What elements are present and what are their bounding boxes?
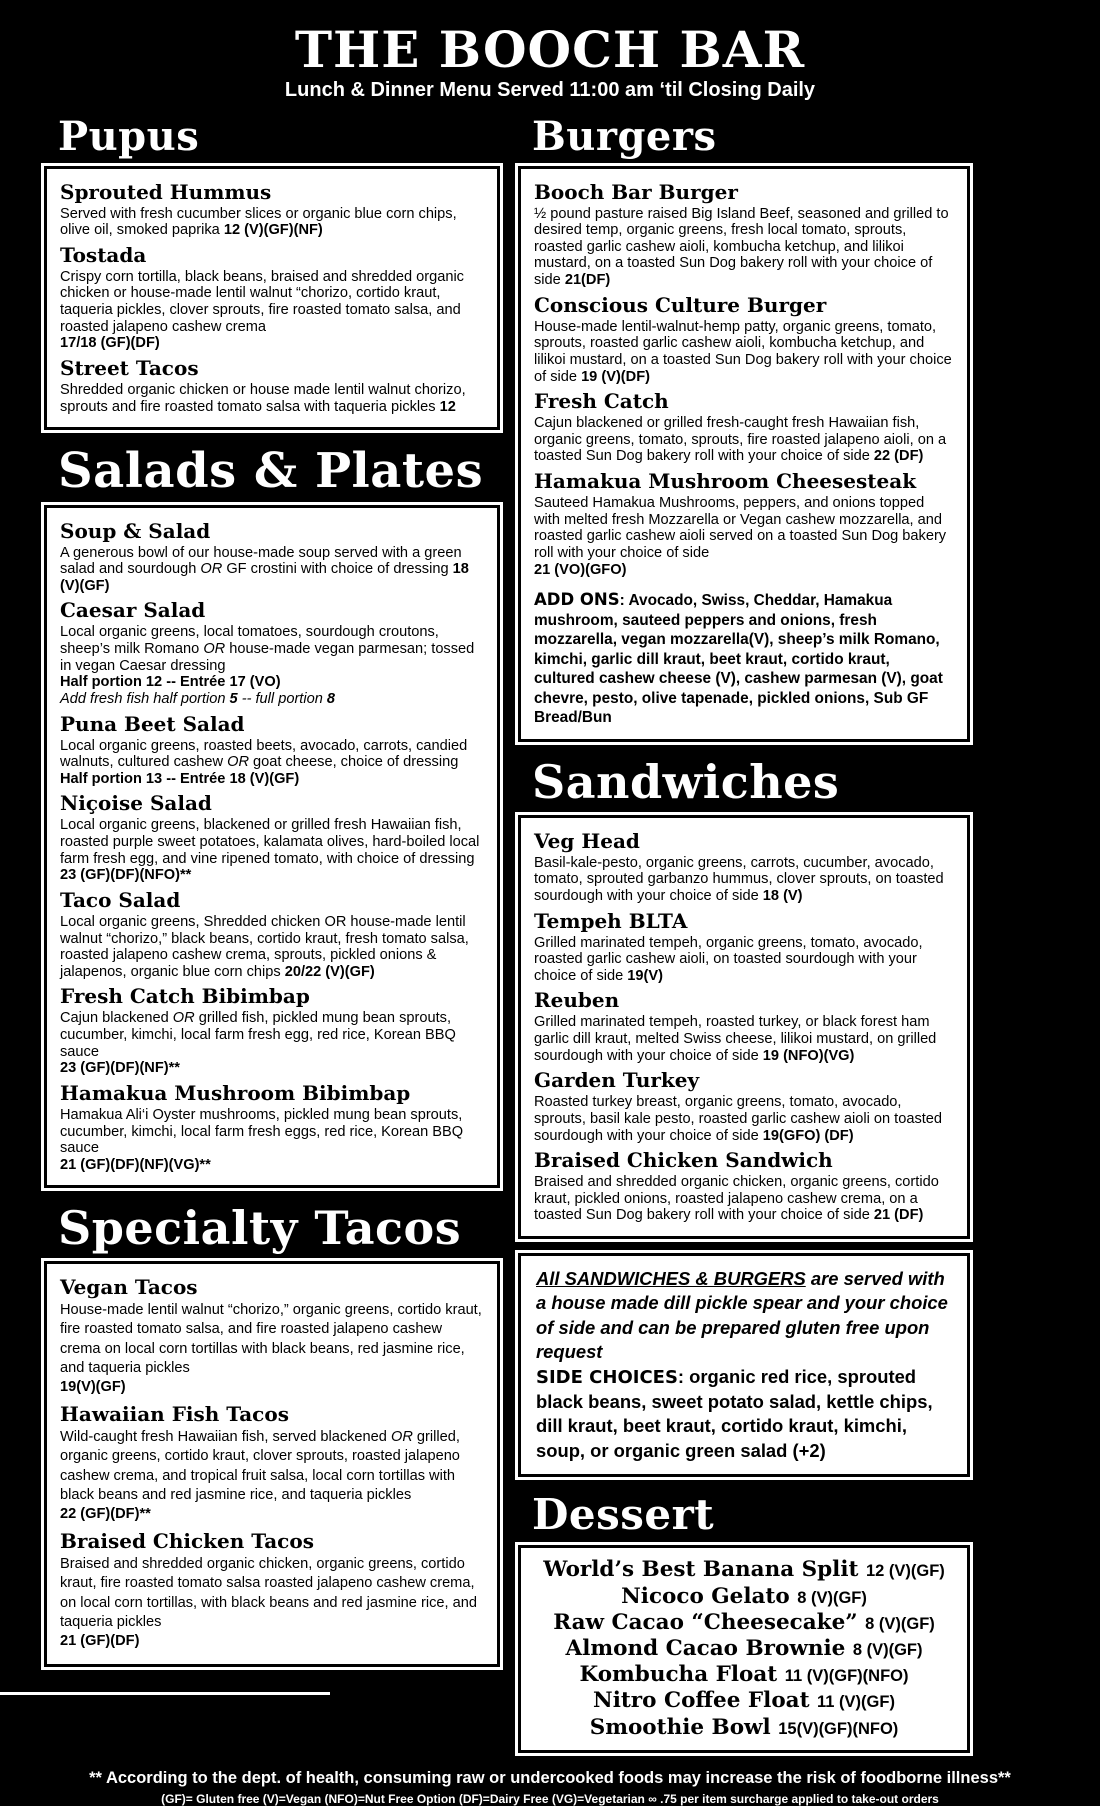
item-name: Street Tacos [60,355,199,380]
text-segment: Local organic greens, blackened or grilled fresh Hawaiian fish, roasted purple sweet potatoes, kalamata olives, hard-boiled local farm fresh egg, and vine ripened tomato, with choice of dressing [60,817,480,867]
menu-item [534,1069,954,1144]
specialty-tacos-box [44,1261,500,1667]
text-segment: Local organic greens, Shredded chicken OR house-made lentil walnut “chorizo,” black beans, cortido kraut, fresh tomato salsa, roasted jalapeno cashew crema, sprouts, pickled onions & jalapenos, organic blue corn chips [60,913,469,980]
menu-item [534,294,954,386]
item-name: Booch Bar Burger [534,179,738,204]
menu-columns [0,112,1100,1753]
item-name: Vegan Tacos [60,1274,198,1299]
text-segment: 22 (GF)(DF)** [60,1506,151,1523]
menu-item [60,520,484,595]
item-description [60,1428,484,1525]
text-segment: 21 (VO)(GFO) [534,561,627,578]
text-segment: Crispy corn tortilla, black beans, braised and shredded organic chicken or house-made lentil walnut “chorizo, cortido kraut, taqueria pickles, clover sprouts, fire roasted tomato salsa, and roasted jalapeno cashew crema [60,268,464,335]
sandwiches-burgers-note [536,1267,952,1365]
sandwiches-box [518,815,970,1239]
text-segment: Cajun blackened or grilled fresh-caught fresh Hawaiian fish, organic greens, tomato, sprouts, fire roasted jalapeno aioli, on a toasted Sun Dog bakery roll with your choice of side [534,415,947,465]
text-segment: Grilled marinated tempeh, roasted turkey, or black forest ham garlic dill kraut, melted Swiss cheese, lilikoi mustard, on grilled sourdough with your choice of side [534,1014,937,1064]
item-name: Sprouted Hummus [60,179,272,204]
text-segment: Cajun blackened [60,1010,173,1027]
text-segment: 18 (V)(GF) [60,561,469,594]
text-segment: 21(DF) [564,272,611,288]
left-column [44,112,500,1667]
text-segment: 19 (V)(DF) [581,368,650,385]
text-segment: 23 (GF)(DF)(NFO)** [60,867,192,884]
text-segment: Wild-caught fresh Hawaiian fish, served blackened [60,1428,391,1445]
text-segment: grilled fish, pickled mung bean sprouts, cucumber, kimchi, local farm fresh egg, red rice, Korean BBQ sauce [60,1010,456,1060]
menu-item [60,792,484,884]
item-name: Garden Turkey [534,1068,700,1093]
dessert-item [529,1662,959,1688]
item-description [534,1094,954,1144]
text-segment: ADD ONS [534,590,620,610]
item-description [60,206,484,239]
text-segment: House-made lentil-walnut-hemp patty, organic greens, tomato, sprouts, roasted garlic cashew aioli, kombucha ketchup, and lilikoi mustard, on a toasted Sun Dog bakery roll with your choice of side [534,318,952,385]
text-segment: 5 [229,690,238,707]
item-name: Tempeh BLTA [534,908,688,933]
menu-item [60,1276,484,1398]
item-description [534,319,954,386]
item-name: Hamakua Mushroom Cheesesteak [534,469,917,493]
text-segment: 21 (GF)(DF) [60,1633,140,1650]
item-description [534,1174,954,1224]
menu-item [534,910,954,985]
text-segment: Shredded organic chicken or house made lentil walnut chorizo, sprouts and fire roasted tomato salsa with taqueria pickles [60,381,466,415]
item-description [60,817,484,884]
menu-header [0,0,1100,102]
text-line [60,1301,484,1379]
menu-item [534,181,954,289]
page-subtitle: Lunch & Dinner Menu Served 11:00 am ‘til Closing Daily [284,78,816,101]
text-segment: -- full portion [237,690,327,707]
text-segment: 8 [326,690,336,707]
text-segment: 19 (NFO)(VG) [762,1047,855,1064]
text-segment: 12 (V)(GF)(NF) [223,222,323,239]
dessert-item-name: Raw Cacao “Cheesecake” [553,1609,866,1635]
section-heading-salads: Salads & Plates [58,443,484,500]
text-line [60,624,484,674]
dessert-item-name: Nicoco Gelato [621,1583,798,1609]
text-segment: Braised and shredded organic chicken, organic greens, cortido kraut, pickled onions, roasted jalapeno cashew crema, on a toasted Sun Dog bakery roll with your choice of side [534,1174,939,1224]
text-segment: All SANDWICHES & BURGERS [536,1268,806,1290]
text-line [60,1060,484,1077]
item-description [60,914,484,981]
menu-footer [0,1769,1100,1806]
menu-item [534,1149,954,1224]
section-heading-dessert: Dessert [532,1490,715,1540]
item-name: Niçoise Salad [60,791,212,816]
item-name: Fresh Catch Bibimbap [60,984,310,1009]
dietary-legend: (GF)= Gluten free (V)=Vegan (NFO)=Nut Free Option (DF)=Dairy Free (VG)=Vegetarian ∞ .75 per item surcharge applied to take-out orders [161,1791,939,1806]
text-segment: OR [203,641,226,658]
text-segment: 20/22 (V)(GF) [284,963,375,980]
side-choices-note [536,1365,952,1463]
item-name: Conscious Culture Burger [534,292,827,317]
text-line [534,562,954,579]
item-name: Caesar Salad [60,598,206,623]
section-heading-burgers: Burgers [532,112,717,160]
menu-item [60,181,484,239]
burgers-box [518,166,970,743]
text-line [60,1107,484,1157]
item-description [60,1555,484,1652]
item-description [60,1010,484,1077]
text-line [60,382,484,415]
menu-item [60,1530,484,1652]
dessert-item-price: 8 (V)(GF) [797,1588,867,1607]
text-line [534,1174,954,1224]
item-description [60,1107,484,1174]
text-segment: 19(V)(GF) [60,1379,126,1396]
item-name: Veg Head [534,828,640,853]
text-line [60,771,484,788]
text-segment: 23 (GF)(DF)(NF)** [60,1060,180,1077]
menu-item [60,985,484,1077]
item-description [534,1014,954,1064]
text-segment: Served with fresh cucumber slices or organic blue corn chips, olive oil, smoked paprika [60,205,457,239]
burgers-items [534,181,954,579]
text-line [534,935,954,985]
text-line [60,914,484,981]
pupus-box [44,166,500,431]
item-name: Reuben [534,988,620,1013]
text-segment: Braised and shredded organic chicken, organic greens, cortido kraut, fire roasted tomato salsa roasted jalapeno cashew crema, on local corn tortillas, with black beans and red jasmine rice, and taqueria pickles [60,1555,477,1630]
text-line [60,206,484,239]
menu-item [60,357,484,415]
dessert-item-name: World’s Best Banana Split [543,1557,866,1583]
text-segment: Half portion 12 -- Entrée 17 (VO) [60,674,281,691]
text-line [60,1505,484,1524]
page-title: THE BOOCH BAR [294,20,806,79]
text-segment: 12 [439,398,456,415]
dessert-item [529,1715,959,1741]
menu-item [534,989,954,1064]
text-line [60,545,484,595]
menu-item [60,889,484,981]
text-line [60,1555,484,1633]
text-line [534,1014,954,1064]
text-segment: ) [819,1439,826,1461]
dessert-item [529,1610,959,1636]
menu-item [60,244,484,352]
text-line [60,817,484,867]
text-segment: 19(GFO) (DF) [762,1127,854,1144]
text-segment: OR [200,561,223,578]
text-line [534,206,954,289]
dessert-box [518,1545,970,1753]
text-line [60,738,484,771]
text-segment: Local organic greens, local tomatoes, sourdough croutons, sheep’s milk Romano [60,624,439,658]
text-segment: Roasted turkey breast, organic greens, tomato, avocado, sprouts, basil kale pesto, roasted garlic cashew aioli on toasted sourdough with your choice of side [534,1094,943,1144]
dessert-item-price: 11 (V)(GF)(NFO) [784,1667,909,1686]
text-line [534,415,954,465]
text-line [60,1010,484,1060]
item-description [60,738,484,788]
item-name: Puna Beet Salad [60,711,245,736]
text-line [60,691,484,708]
text-segment: 21 (GF)(DF)(NF)(VG)** [60,1156,211,1173]
menu-item [534,390,954,465]
text-line [60,867,484,884]
text-segment: OR [172,1010,195,1027]
salads-box [44,505,500,1189]
text-segment: 17/18 (GF)(DF) [60,335,160,352]
text-segment: 19(V) [627,967,663,984]
text-line [534,495,954,562]
text-segment: Local organic greens, roasted beets, avocado, carrots, candied walnuts, cultured cashew [60,737,468,771]
text-line [60,1157,484,1174]
item-name: Hawaiian Fish Tacos [60,1401,289,1426]
dessert-item-name: Almond Cacao Brownie [565,1635,853,1661]
dessert-item-price: 11 (V)(GF) [817,1693,895,1712]
dessert-item [529,1557,959,1583]
menu-item [60,1403,484,1525]
text-segment: 21 (DF) [873,1207,924,1224]
item-name: Braised Chicken Sandwich [534,1148,833,1173]
text-segment: grilled, organic greens, cortido kraut, clover sprouts, roasted jalapeno cashew crema, and tropical fruit salsa, local corn tortillas with black beans and red jasmine rice, and taqueria pickles [60,1428,460,1503]
text-line [534,1094,954,1144]
menu-item [534,830,954,905]
text-segment: GF crostini with choice of dressing [222,561,453,578]
text-segment: : Avocado, Swiss, Cheddar, Hamakua mushroom, sauteed peppers and onions, fresh mozzarella, vegan mozzarella(V), sheep’s milk Romano, kimchi, garlic dill kraut, beet kraut, cortido kraut, cultured cashew cheese (V), cashew parmesan (V), goat chevre, pesto, olive tapenade, pickled onions, Sub GF Bread/Bun [534,592,943,726]
item-description [534,495,954,578]
item-name: Hamakua Mushroom Bibimbap [60,1080,411,1105]
text-segment: 18 (V) [762,887,803,904]
item-description [534,415,954,465]
section-heading-pupus: Pupus [58,112,200,160]
dessert-item-price: 8 (V)(GF) [865,1614,935,1633]
text-segment: house-made vegan parmesan; tossed in vegan Caesar dressing [60,641,475,674]
text-line [534,855,954,905]
health-warning: ** According to the dept. of health, consuming raw or undercooked foods may increase the risk of foodborne illness** [89,1768,1011,1787]
section-heading-sandwiches: Sandwiches [532,755,840,810]
item-name: Tostada [60,242,147,267]
section-heading-specialty-tacos: Specialty Tacos [58,1201,462,1256]
text-line [60,674,484,691]
text-line [60,335,484,352]
item-description [534,206,954,289]
dessert-item-price: 12 (V)(GF) [865,1562,945,1581]
item-description [60,382,484,415]
dessert-item-price: 15(V)(GF)(NFO) [778,1719,899,1738]
text-segment: House-made lentil walnut “chorizo,” organic greens, cortido kraut, fire roasted tomato salsa, and fire roasted jalapeno cashew crema on local corn tortillas with black beans, red jasmine rice, and taqueria pickles [60,1301,482,1376]
text-segment: Add fresh fish half portion [60,690,230,707]
text-segment: OR [227,754,249,771]
text-segment: A generous bowl of our house-made soup served with a green salad and sourdough [60,544,462,578]
item-name: Fresh Catch [534,389,669,414]
dessert-item [529,1584,959,1610]
item-description [534,855,954,905]
sides-note-box [518,1253,970,1477]
menu-item [60,599,484,707]
text-segment: Grilled marinated tempeh, organic greens, tomato, avocado, roasted garlic cashew aioli, on toasted sourdough with your choice of side [534,934,923,984]
text-segment: ½ pound pasture raised Big Island Beef, seasoned and grilled to desired temp, organic greens, fresh local tomato, sprouts, roasted garlic cashew aioli, kombucha ketchup, and lilikoi mustard, on a toasted Sun Dog bakery roll with your choice of side [534,205,949,288]
text-segment: goat cheese, choice of dressing [249,754,459,771]
text-segment: SIDE CHOICES [536,1366,678,1388]
item-description [60,624,484,707]
text-segment: Hamakua Ali‘i Oyster mushrooms, pickled mung bean sprouts, cucumber, kimchi, local farm fresh eggs, red rice, Korean BBQ sauce [60,1106,464,1157]
text-line [534,319,954,386]
dessert-item [529,1688,959,1714]
text-segment: 22 (DF) [873,448,924,465]
dessert-item-price: 8 (V)(GF) [852,1640,923,1659]
text-segment: Basil-kale-pesto, organic greens, carrots, cucumber, avocado, tomato, sprouted garbanzo hummus, clover sprouts, on toasted sourdough with your choice of side [534,854,944,904]
dessert-item-name: Smoothie Bowl [589,1714,779,1740]
text-line [60,269,484,336]
menu-item [60,1082,484,1174]
text-segment: OR [390,1428,413,1445]
menu-item [534,470,954,578]
dessert-item [529,1636,959,1662]
text-segment: Sauteed Hamakua Mushrooms, peppers, and onions topped with melted fresh Mozzarella or Vegan cashew mozzarella, and roasted garlic cashew aioli served on a toasted Sun Dog bakery roll with your choice of side [534,495,947,561]
page-edge-line [0,1692,330,1695]
item-description [60,269,484,352]
dessert-item-name: Kombucha Float [579,1662,785,1688]
item-description [534,935,954,985]
dessert-item-name: Nitro Coffee Float [593,1688,818,1714]
item-description [60,545,484,595]
item-name: Soup & Salad [60,518,211,543]
menu-item [60,713,484,788]
text-segment: are served with a house made dill pickle spear and your choice of side and can be prepared gluten free upon request [536,1268,948,1363]
text-line [60,1378,484,1397]
add-ons-paragraph [534,590,954,727]
item-name: Taco Salad [60,887,181,912]
text-segment: Half portion 13 -- Entrée 18 (V)(GF) [60,770,300,787]
item-description [60,1301,484,1398]
text-line [60,1428,484,1506]
item-name: Braised Chicken Tacos [60,1528,314,1553]
right-column [518,112,970,1753]
text-segment: : organic red rice, sprouted black beans, sweet potato salad, kettle chips, dill kraut, beet kraut, cortido kraut, kimchi, soup, or organic green salad (+2 [536,1365,933,1461]
text-line [60,1632,484,1651]
